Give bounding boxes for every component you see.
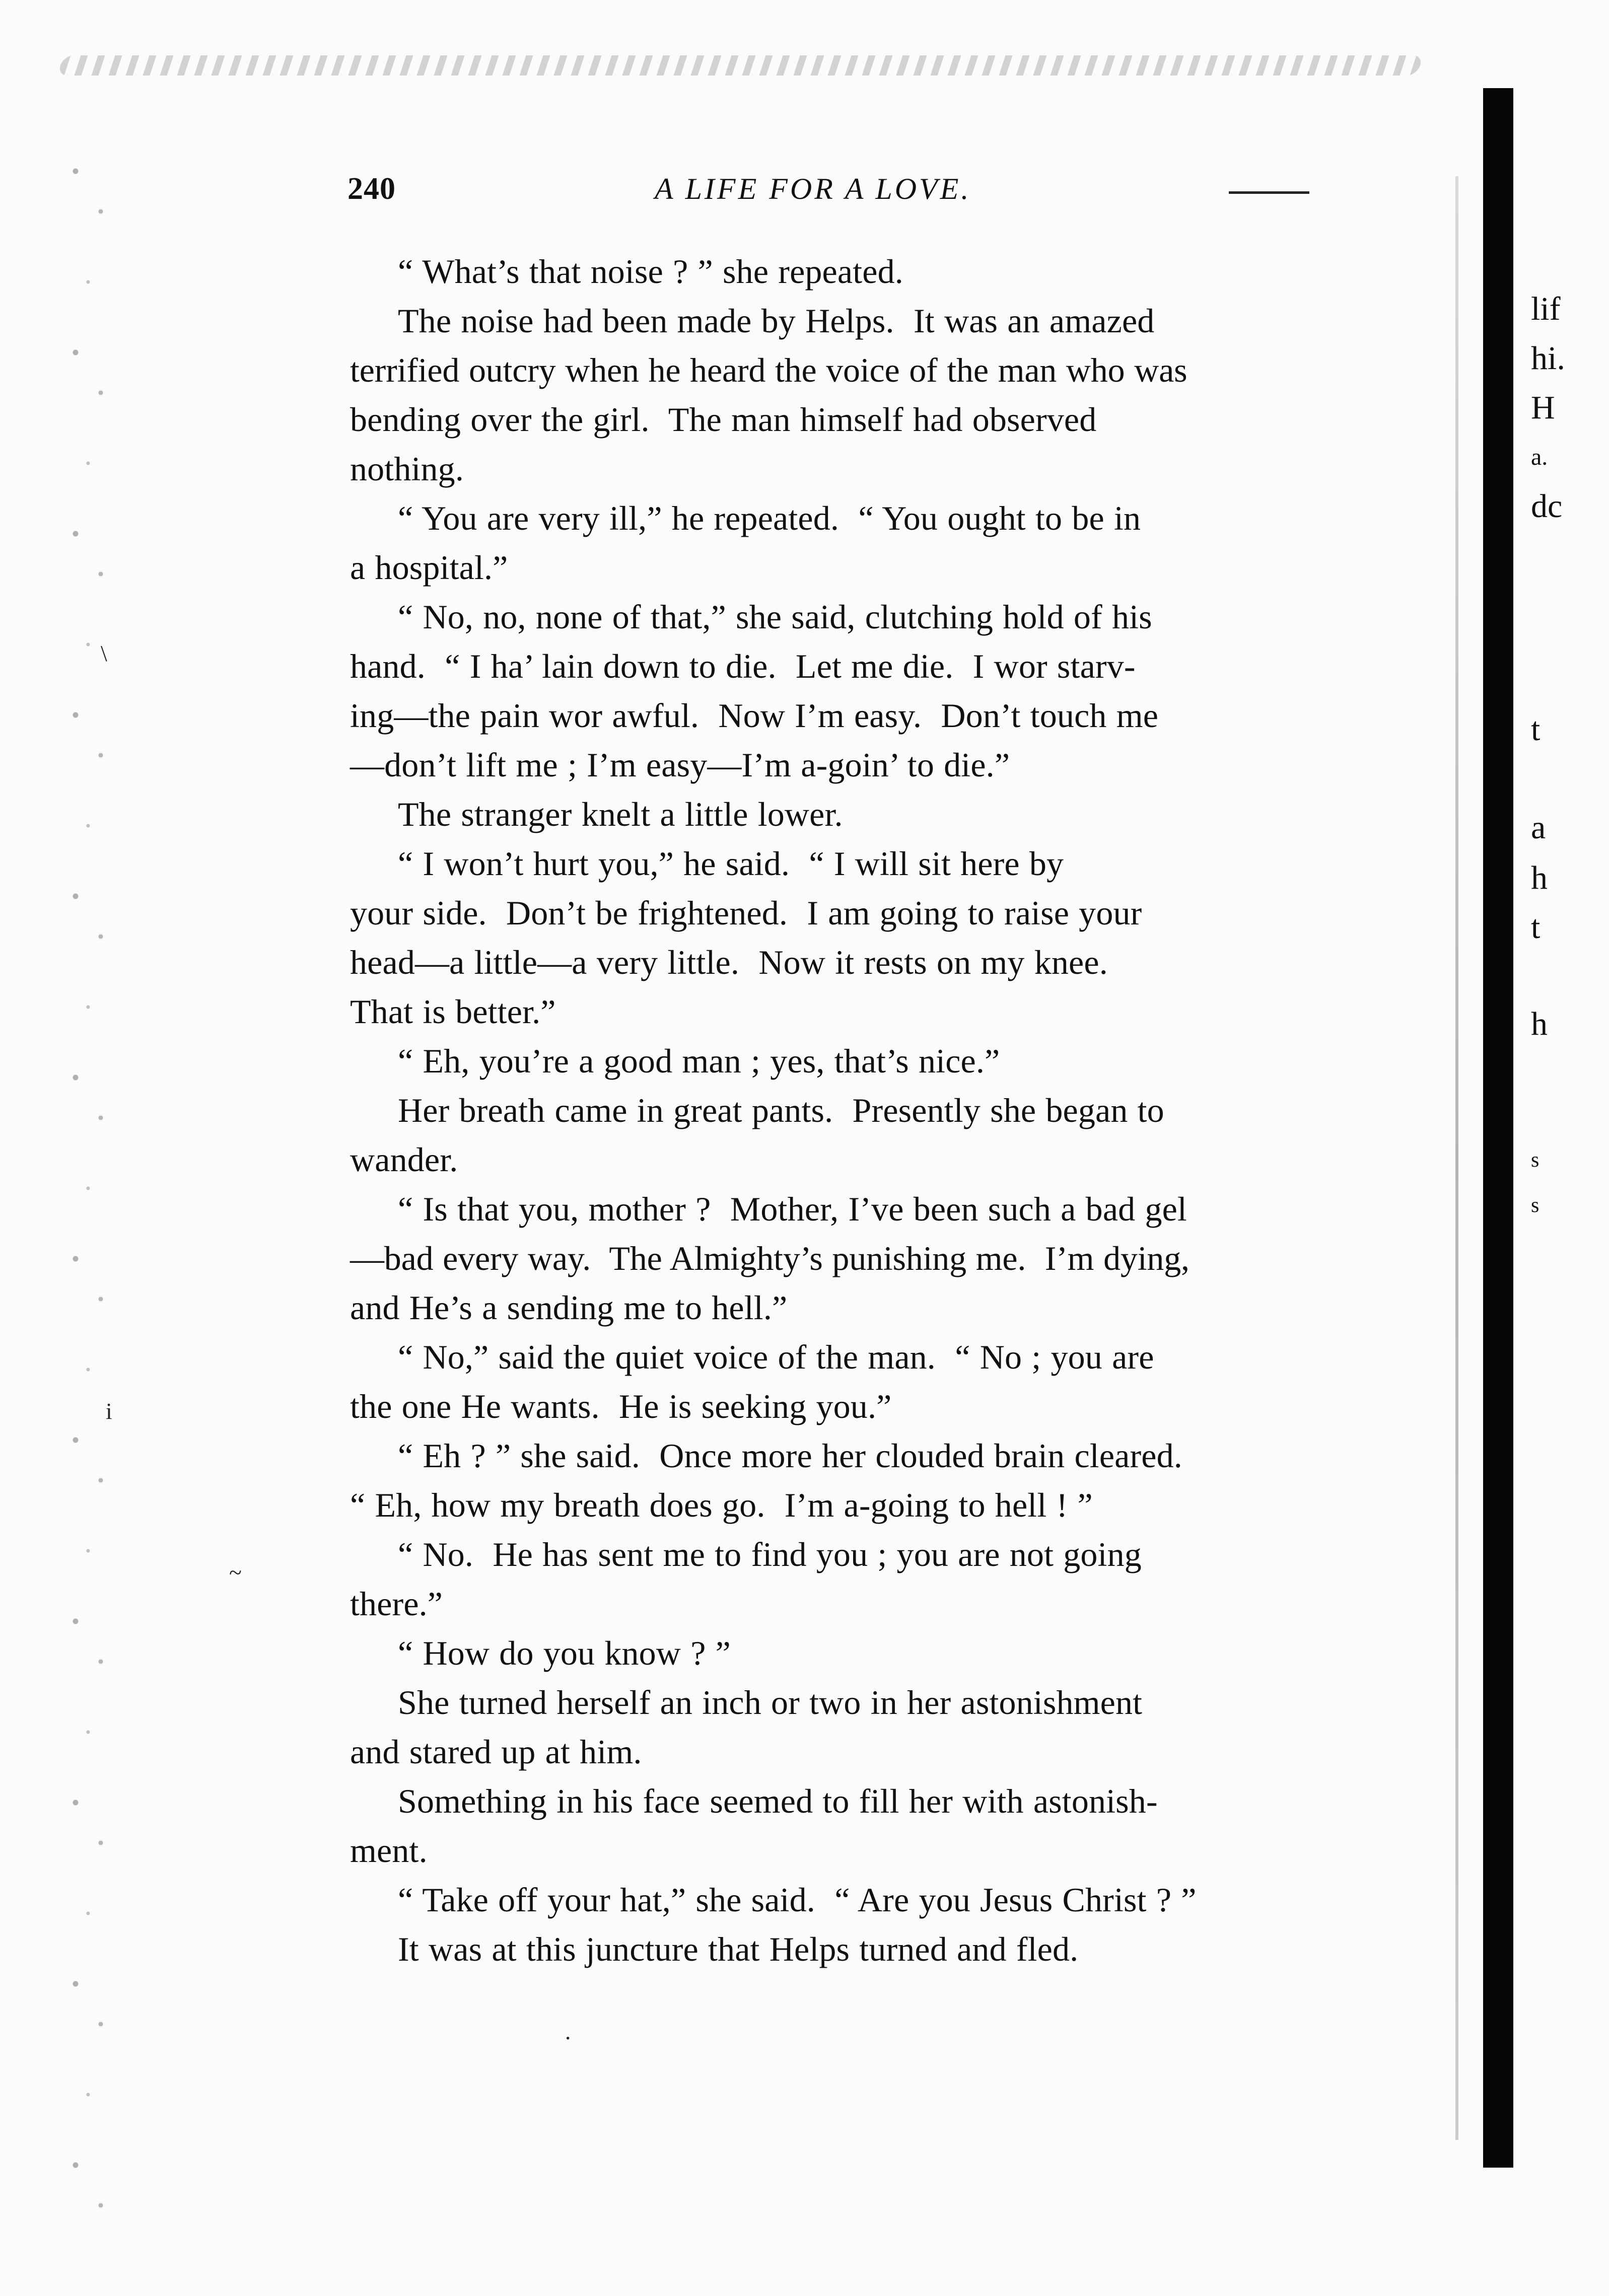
facing-page-fragment: t [1531,909,1541,946]
text-line: nothing. [350,450,464,488]
left-margin-mark: ~ [229,1559,242,1585]
facing-page-fragment: lif [1531,291,1561,327]
text-line: wander. [350,1140,458,1179]
text-line: terrified outcry when he heard the voice of the man who was [350,351,1187,389]
text-line: It was at this juncture that Helps turned and fled. [398,1930,1079,1968]
facing-page-fragment: h [1531,859,1548,896]
facing-page-bleed [1531,284,1591,1292]
facing-page-fragment: h [1531,1006,1548,1042]
text-line: ment. [350,1831,428,1870]
text-line: head—a little—a very little. Now it rests on my knee. [350,943,1108,981]
text-line: bending over the girl. The man himself had observed [350,400,1097,439]
text-line: “ Eh, you’re a good man ; yes, that’s nice.” [398,1042,1000,1080]
text-line: “ I won’t hurt you,” he said. “ I will sit here by [398,844,1064,883]
text-line: a hospital.” [350,548,508,587]
gutter-shadow [1455,176,1458,2140]
facing-page-fragment: a. [1531,444,1548,470]
text-line: The stranger knelt a little lower. [398,795,843,833]
small-speck: · [564,2025,572,2051]
text-line: ing—the pain wor awful. Now I’m easy. Don’t touch me [350,696,1159,735]
text-line: and stared up at him. [350,1733,642,1771]
text-line: Her breath came in great pants. Presently she began to [398,1091,1164,1129]
left-margin-mark: \ [101,640,107,666]
text-line: and He’s a sending me to hell.” [350,1288,788,1327]
text-line: Something in his face seemed to fill her with astonish- [398,1782,1158,1820]
text-line: your side. Don’t be frightened. I am going to raise your [350,894,1142,932]
text-line: “ How do you know ? ” [398,1634,731,1672]
running-title: A LIFE FOR A LOVE. [655,172,971,205]
text-line: “ Take off your hat,” she said. “ Are you Jesus Christ ? ” [398,1881,1197,1919]
text-line: “ Eh, how my breath does go. I’m a-going to hell ! ” [350,1486,1093,1524]
text-line: “ No,” said the quiet voice of the man. “ No ; you are [398,1338,1154,1376]
left-margin-mark: i [106,1398,112,1424]
facing-page-fragment: H [1531,389,1555,426]
text-line: —don’t lift me ; I’m easy—I’m a-goin’ to die.” [350,746,1010,784]
running-head [347,166,1335,217]
page-edge-scan-noise [57,55,1424,76]
facing-page-fragment: a [1531,809,1546,846]
text-line: “ No, no, none of that,” she said, clutching hold of his [398,598,1152,636]
facing-page-fragment: s [1531,1149,1540,1172]
facing-page-fragment: dc [1531,488,1563,525]
text-line: “ You are very ill,” he repeated. “ You ought to be in [398,499,1141,537]
text-line: the one He wants. He is seeking you.” [350,1387,892,1425]
text-line: “ No. He has sent me to find you ; you are not going [398,1535,1142,1573]
header-rule [1229,191,1309,194]
facing-page-fragment: hi. [1531,340,1565,377]
text-line: hand. “ I ha’ lain down to die. Let me die. I wor starv- [350,647,1136,685]
left-margin-specks [65,151,111,2266]
text-line: The noise had been made by Helps. It was an amazed [398,302,1155,340]
text-line: She turned herself an inch or two in her astonishment [398,1683,1143,1721]
page-number: 240 [347,172,396,206]
text-line: That is better.” [350,992,556,1031]
text-line: “ Is that you, mother ? Mother, I’ve been such a bad gel [398,1190,1187,1228]
text-line: “ What’s that noise ? ” she repeated. [398,252,903,291]
facing-page-fragment: s [1531,1194,1540,1217]
text-line: “ Eh ? ” she said. Once more her clouded brain cleared. [398,1437,1182,1475]
text-line: there.” [350,1585,443,1623]
binding-shadow-bar [1483,88,1513,2168]
facing-page-fragment: t [1531,711,1541,748]
text-line: —bad every way. The Almighty’s punishing me. I’m dying, [350,1239,1190,1277]
